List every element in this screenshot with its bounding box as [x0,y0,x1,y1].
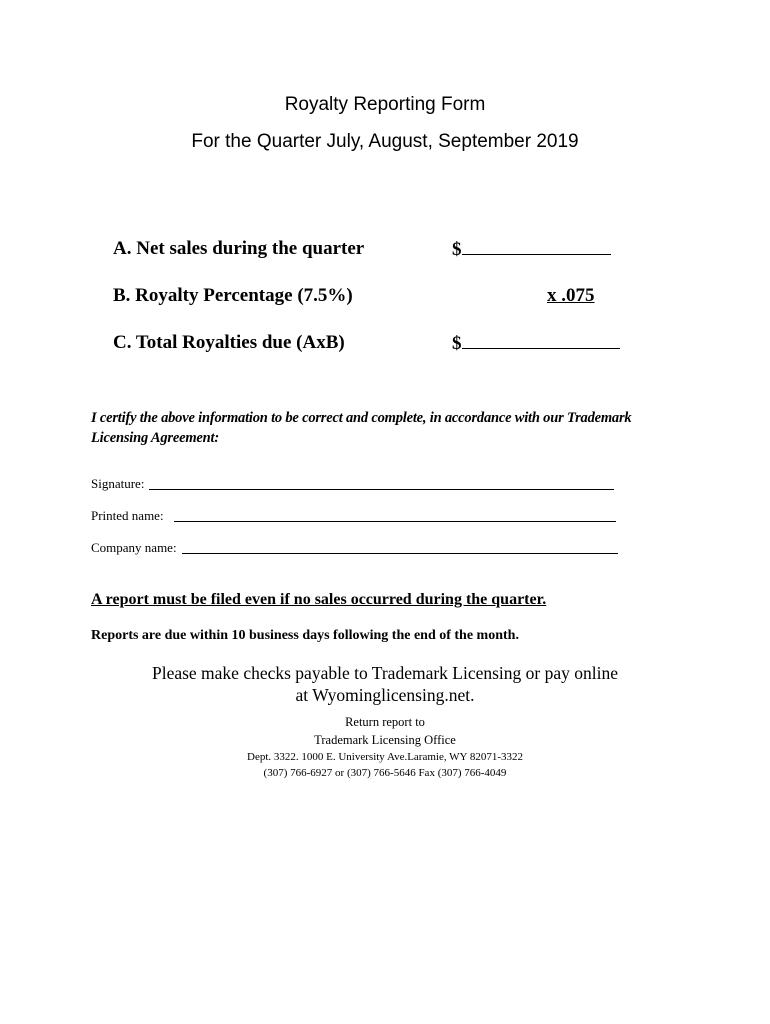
net-sales-blank [462,238,611,255]
royalty-percentage-label: B. Royalty Percentage (7.5%) [113,285,353,306]
payment-text: Please make checks payable to Trademark Licensing or pay online at Wyominglicensing.net. [151,663,619,705]
net-sales-label: A. Net sales during the quarter [113,238,365,259]
total-royalties-currency: $ [452,333,462,354]
form-title: Royalty Reporting Form [284,94,486,115]
total-royalties-blank [462,332,620,349]
return-phone: (307) 766-6927 or (307) 766-5646 Fax (307) 766-4049 [263,767,507,779]
return-line-1: Return report to [345,715,425,729]
net-sales-currency: $ [452,239,462,260]
royalty-percentage-value: x .075 [547,285,595,306]
return-address: Dept. 3322. 1000 E. University Ave.Laramie, WY 82071-3322 [247,751,523,763]
company-name-line[interactable] [182,553,618,554]
printed-name-line[interactable] [174,521,616,522]
certification-statement: I certify the above information to be correct and complete, in accordance with our Trademark Licensing Agreement: [91,410,632,446]
signature-label: Signature: [91,476,145,491]
due-date-notice: Reports are due within 10 business days following the end of the month. [91,628,519,643]
total-royalties-field[interactable] [452,332,620,355]
net-sales-field[interactable] [452,238,611,261]
signature-line[interactable] [149,489,614,490]
return-line-2: Trademark Licensing Office [314,733,456,747]
company-name-label: Company name: [91,540,177,555]
total-royalties-label: C. Total Royalties due (AxB) [113,332,345,353]
payment-instructions [0,662,770,706]
printed-name-label: Printed name: [91,508,164,523]
report-required-notice: A report must be filed even if no sales occurred during the quarter. [91,591,547,608]
form-subtitle: For the Quarter July, August, September 2019 [191,131,579,152]
